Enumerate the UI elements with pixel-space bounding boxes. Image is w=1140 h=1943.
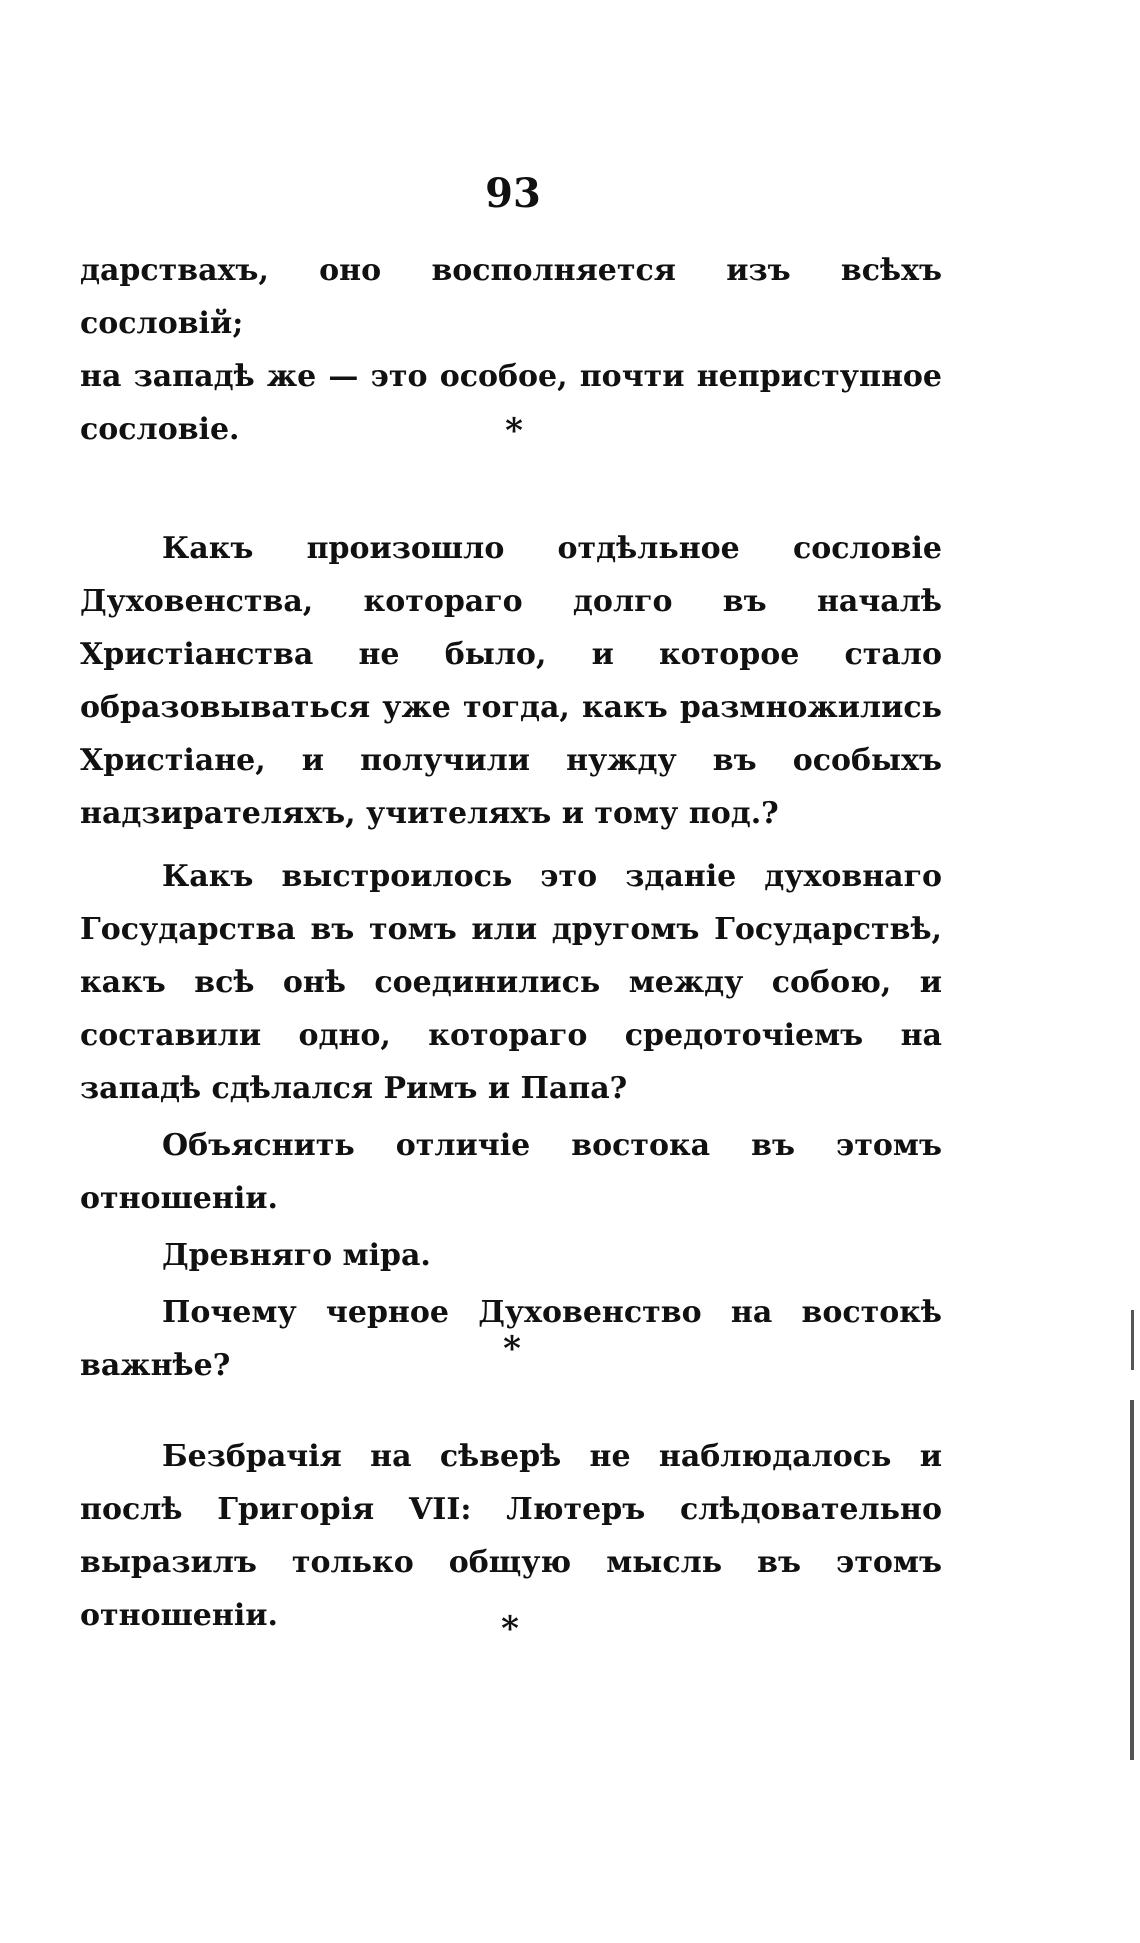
paragraph: Объяснить отличіе востока въ этомъ отношеніи. [80, 1128, 942, 1216]
paragraph: Почему черное Духовенство на востокѣ важнѣе? [80, 1295, 942, 1383]
paragraph: Какъ выстроилось это зданіе духовнаго Государства въ томъ или другомъ Государствѣ, какъ всѣ онѣ соединились между собою, и составили одно, котораго средоточіемъ на западѣ сдѣлался Римъ и Папа? [80, 859, 942, 1106]
text-line: сословіе. [80, 412, 240, 447]
scan-edge-artifact [1130, 1400, 1134, 1760]
text-line: дарствахъ, оно восполняется изъ всѣхъ сословій; [80, 253, 942, 341]
scan-edge-artifact [1131, 1310, 1134, 1370]
section-separator: * [501, 1609, 519, 1649]
paragraph: Какъ произошло отдѣльное сословіе Духовенства, котораго долго въ началѣ Христіанства не было, и которое стало образовываться уже тогда, какъ размножились Христіане, и получили нужду въ особыхъ надзирателяхъ, учителяхъ и тому под.? [80, 531, 942, 831]
text-block-middle [80, 522, 942, 1392]
paragraph: Древняго міра. [162, 1238, 431, 1273]
section-separator: * [503, 1329, 521, 1369]
section-separator: * [505, 411, 523, 451]
paragraph: Безбрачія на сѣверѣ не наблюдалось и послѣ Григорія VII: Лютеръ слѣдовательно выразилъ только общую мысль въ этомъ отношеніи. [80, 1439, 942, 1633]
page-number: 93 [485, 170, 541, 217]
text-line: на западѣ же — это особое, почти неприступное [80, 359, 942, 394]
